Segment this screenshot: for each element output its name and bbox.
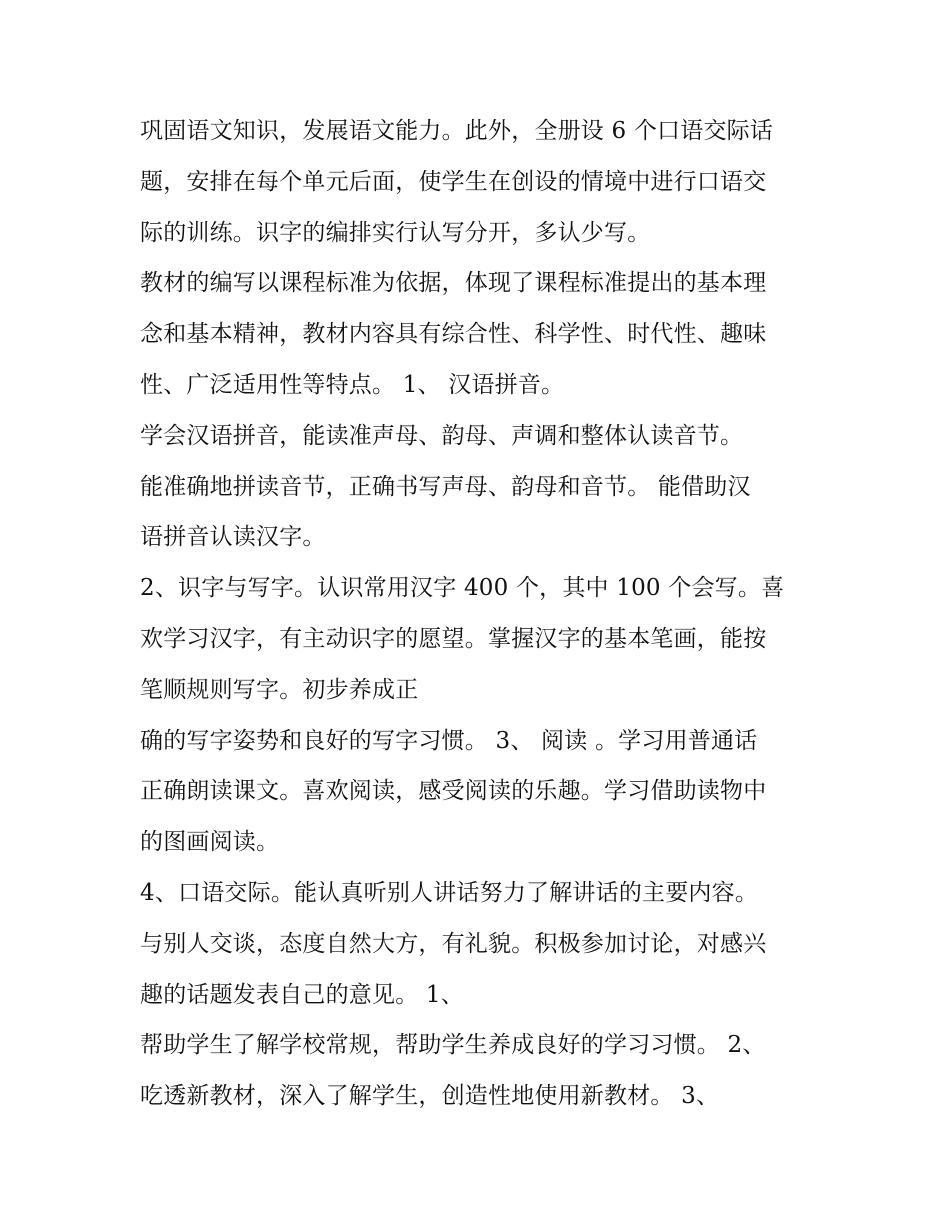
text-line: 的图画阅读。 — [140, 829, 280, 856]
text-line: 欢学习汉字，有主动识字的愿望。掌握汉字的基本笔画，能按 — [140, 625, 767, 652]
text-line: 性、广泛适用性等特点。 1、 汉语拼音。 — [140, 371, 565, 398]
text-line: 2、识字与写字。认识常用汉字 400 个，其中 100 个会写。喜 — [140, 575, 785, 602]
text-line: 与别人交谈，态度自然大方，有礼貌。积极参加讨论，对感兴 — [140, 930, 767, 957]
text-line: 4、口语交际。能认真听别人讲话努力了解讲话的主要内容。 — [140, 879, 759, 906]
text-line: 题，安排在每个单元后面，使学生在创设的情境中进行口语交 — [140, 168, 767, 195]
text-line: 巩固语文知识，发展语文能力。此外，全册设 6 个口语交际话 — [140, 118, 774, 144]
text-line: 确的写字姿势和良好的写字习惯。 3、 阅读 。学习用普通话 — [140, 727, 758, 754]
text-line: 能准确地拼读音节，正确书写声母、韵母和音节。 能借助汉 — [140, 473, 751, 500]
text-line: 趣的话题发表自己的意见。 1、 — [140, 981, 464, 1008]
text-line: 学会汉语拼音，能读准声母、韵母、声调和整体认读音节。 — [140, 422, 744, 449]
document-body — [140, 106, 820, 1122]
text-line: 正确朗读课文。喜欢阅读，感受阅读的乐趣。学习借助读物中 — [140, 778, 767, 805]
text-line: 笔顺规则写字。初步养成正 — [140, 676, 419, 703]
text-line: 帮助学生了解学校常规，帮助学生养成良好的学习习惯。 2、 — [140, 1032, 766, 1059]
text-line: 教材的编写以课程标准为依据，体现了课程标准提出的基本理 — [140, 270, 767, 297]
text-line: 念和基本精神，教材内容具有综合性、科学性、时代性、趣味 — [140, 321, 767, 348]
text-line: 语拼音认读汉字。 — [140, 524, 326, 551]
text-line: 吃透新教材，深入了解学生，创造性地使用新教材。 3、 — [140, 1083, 720, 1110]
text-line: 际的训练。识字的编排实行认写分开，多认少写。 — [140, 219, 651, 246]
